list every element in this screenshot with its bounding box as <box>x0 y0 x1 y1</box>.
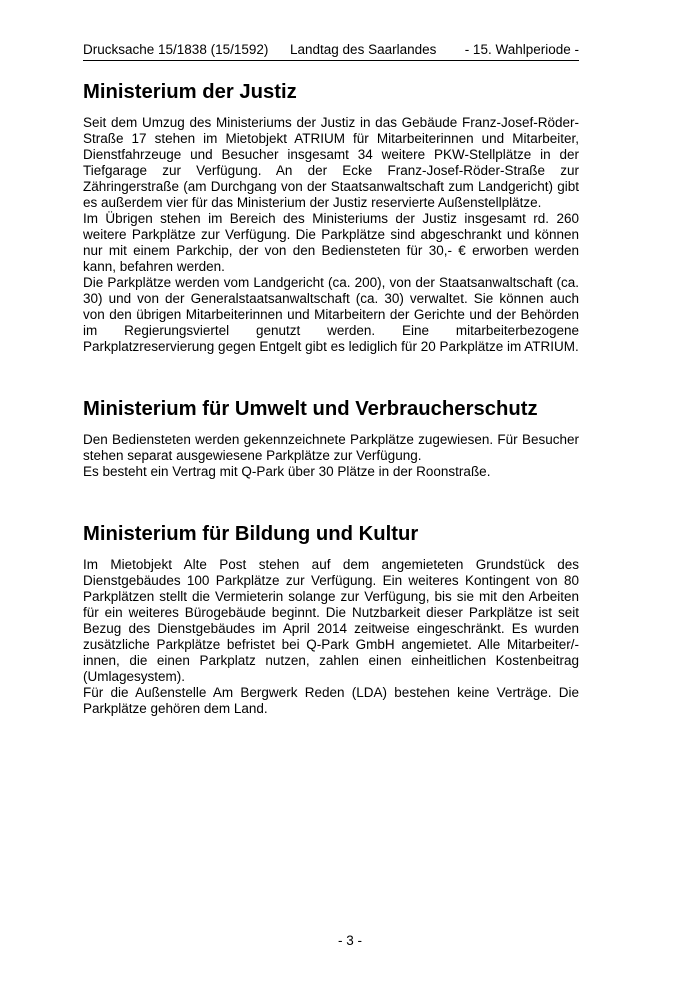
section-heading: Ministerium für Bildung und Kultur <box>83 523 419 545</box>
paragraph: Im Übrigen stehen im Bereich des Ministeriums der Justiz insgesamt rd. 260 weitere Parkplätze zur Verfügung. Die Parkplätze sind abgeschrankt und können nur mit einem Parkchip, der von den Bediensteten für 30,- € erworben werden kann, befahren werden. <box>83 211 579 274</box>
parliament-name: Landtag des Saarlandes <box>290 42 437 57</box>
section-ministry-of-justice <box>83 81 579 355</box>
paragraph: Die Parkplätze werden vom Landgericht (ca. 200), von der Staatsanwaltschaft (ca. 30) und von der Generalstaatsanwaltschaft (ca. 30) verwaltet. Sie können auch von den übrigen Mitarbeiterinnen und Mitarbeitern der Gerichte und der Behörden im Regierungsviertel genutzt werden. Eine mitarbeiterbezogene Parkplatzreservierung gegen Entgelt gibt es lediglich für 20 Parkplätze im ATRIUM. <box>83 275 579 354</box>
page-number: - 3 - <box>337 933 362 948</box>
section-heading: Ministerium für Umwelt und Verbraucherschutz <box>83 398 538 420</box>
section-ministry-of-education <box>83 523 579 717</box>
section-ministry-of-environment <box>83 398 579 480</box>
paragraph: Im Mietobjekt Alte Post stehen auf dem angemieteten Grundstück des Dienstgebäudes 100 Parkplätze zur Verfügung. Ein weiteres Kontingent von 80 Parkplätzen stellt die Vermieterin solange zur Verfügung, bis sie mit den Arbeiten für ein weiteres Bürogebäude beginnt. Die Nutzbarkeit dieser Parkplätze ist seit Bezug des Dienstgebäudes im April 2014 zeitweise eingeschränkt. Es wurden zusätzliche Parkplätze befristet bei Q-Park GmbH angemietet. Alle Mitarbeiter/-innen, die einen Parkplatz nutzen, zahlen einen einheitlichen Kostenbeitrag (Umlagesystem). <box>83 557 579 684</box>
legislative-period: - 15. Wahlperiode - <box>464 42 579 57</box>
paragraph: Es besteht ein Vertrag mit Q-Park über 30 Plätze in der Roonstraße. <box>83 464 491 479</box>
document-reference: Drucksache 15/1838 (15/1592) <box>83 42 269 57</box>
paragraph: Den Bediensteten werden gekennzeichnete Parkplätze zugewiesen. Für Besucher stehen separat ausgewiesene Parkplätze zur Verfügung. <box>83 432 579 463</box>
page-header <box>83 41 579 61</box>
section-heading: Ministerium der Justiz <box>83 81 297 103</box>
document-body <box>83 81 579 717</box>
paragraph: Für die Außenstelle Am Bergwerk Reden (LDA) bestehen keine Verträge. Die Parkplätze gehören dem Land. <box>83 685 579 716</box>
paragraph: Seit dem Umzug des Ministeriums der Justiz in das Gebäude Franz-Josef-Röder-Straße 17 stehen im Mietobjekt ATRIUM für Mitarbeiterinnen und Mitarbeiter, Dienstfahrzeuge und Besucher insgesamt 34 weitere PKW-Stellplätze in der Tiefgarage zur Verfügung. An der Ecke Franz-Josef-Röder-Straße zur Zähringerstraße (am Durchgang von der Staatsanwaltschaft zum Landgericht) gibt es außerdem vier für das Ministerium der Justiz reservierte Außenstellplätze. <box>83 115 579 210</box>
